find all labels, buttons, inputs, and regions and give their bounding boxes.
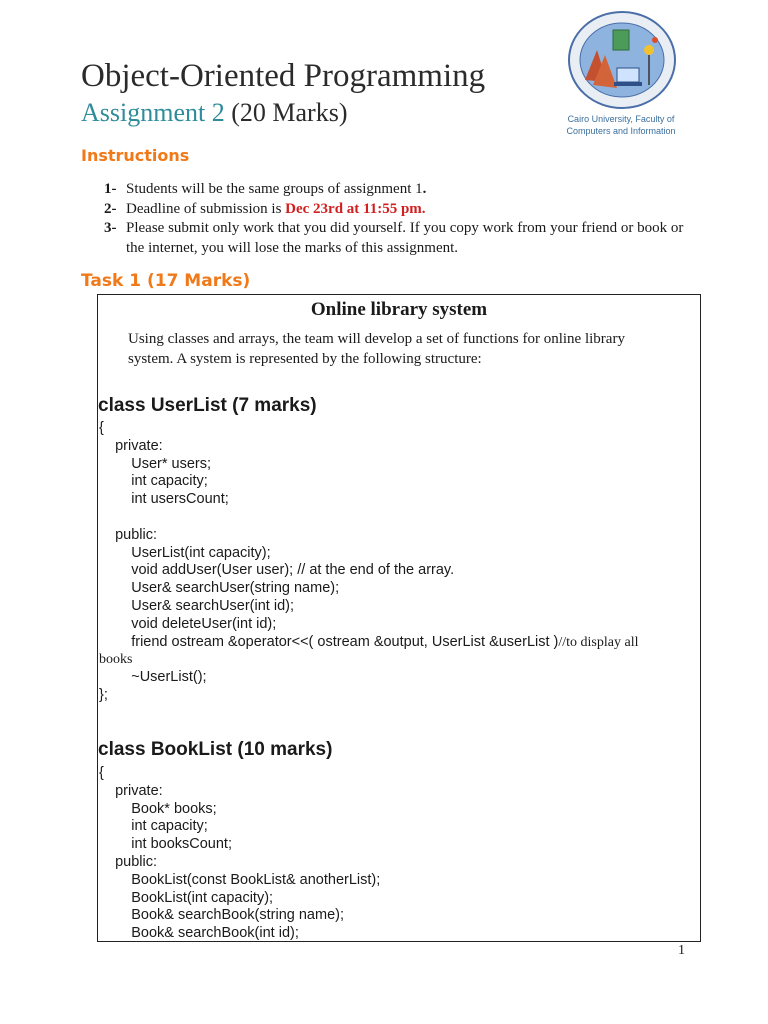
code-line: { bbox=[99, 420, 104, 436]
item-text-main: Deadline of submission is bbox=[126, 200, 286, 217]
assignment-marks: (20 Marks) bbox=[231, 98, 348, 127]
item-number: 1- bbox=[104, 181, 117, 197]
code-line: User& searchUser(int id); bbox=[99, 597, 294, 614]
item-number: 3- bbox=[104, 220, 117, 236]
item-period: . bbox=[422, 181, 427, 197]
code-line: int usersCount; bbox=[99, 491, 229, 508]
code-line: ~UserList(); bbox=[99, 669, 207, 686]
list-item bbox=[104, 200, 704, 220]
booklist-code bbox=[99, 765, 380, 942]
instructions-heading: Instructions bbox=[81, 146, 190, 165]
code-line: void deleteUser(int id); bbox=[99, 615, 277, 632]
list-item bbox=[104, 180, 704, 200]
booklist-heading: class BookList (10 marks) bbox=[98, 739, 333, 760]
code-line: private: bbox=[99, 782, 163, 799]
code-line: private: bbox=[99, 437, 163, 454]
item-text bbox=[126, 200, 704, 220]
code-line: }; bbox=[99, 686, 108, 703]
code-line: Book& searchBook(string name); bbox=[99, 907, 344, 924]
box-intro: Using classes and arrays, the team will develop a set of functions for online library system. A system is represented by the following structure: bbox=[128, 331, 625, 367]
code-line: public: bbox=[99, 853, 158, 870]
university-seal-icon bbox=[567, 10, 677, 110]
university-logo bbox=[567, 10, 677, 110]
list-item bbox=[104, 219, 704, 258]
code-line: UserList(int capacity); bbox=[99, 544, 271, 561]
friend-declaration: friend ostream &operator<<( ostream &output, UserList &userList ) bbox=[99, 633, 559, 650]
logo-caption-line1: Cairo University, Faculty of bbox=[567, 114, 675, 124]
code-line: { bbox=[99, 765, 104, 781]
code-line: public: bbox=[99, 526, 158, 543]
userlist-heading: class UserList (7 marks) bbox=[98, 395, 317, 416]
code-line: void addUser(User user); // at the end of the array. bbox=[99, 562, 455, 579]
document-title: Object-Oriented Programming bbox=[81, 58, 486, 94]
code-line: User& searchUser(string name); bbox=[99, 580, 340, 597]
task-heading: Task 1 (17 Marks) bbox=[81, 271, 251, 291]
logo-caption bbox=[560, 113, 682, 137]
code-line: Book* books; bbox=[99, 800, 217, 817]
assignment-subtitle bbox=[81, 98, 348, 128]
code-line: BookList(int capacity); bbox=[99, 889, 274, 906]
code-line bbox=[99, 634, 638, 650]
deadline-highlight: Dec 23rd at 11:55 pm. bbox=[285, 200, 426, 217]
code-line: User* users; bbox=[99, 455, 211, 472]
code-line: int booksCount; bbox=[99, 836, 232, 853]
item-text: Please submit only work that you did yourself. If you copy work from your friend or book or the internet, you will lose the marks of this assignment. bbox=[126, 220, 684, 256]
box-title: Online library system bbox=[310, 299, 488, 320]
code-line-wrap: books bbox=[99, 652, 133, 668]
page-number: 1 bbox=[678, 943, 685, 958]
instructions-list bbox=[104, 180, 704, 258]
logo-caption-line2: Computers and Information bbox=[566, 126, 676, 136]
item-number: 2- bbox=[104, 200, 117, 217]
code-line: Book& searchBook(int id); bbox=[99, 925, 299, 942]
item-text-main: Students will be the same groups of assignment 1 bbox=[126, 181, 423, 197]
code-line: BookList(const BookList& anotherList); bbox=[99, 871, 381, 888]
userlist-code bbox=[99, 420, 638, 705]
assignment-label: Assignment 2 bbox=[81, 98, 225, 127]
item-text bbox=[126, 180, 704, 200]
code-line: int capacity; bbox=[99, 818, 208, 835]
friend-comment: //to display all bbox=[558, 634, 639, 650]
task-box bbox=[97, 294, 701, 942]
code-line: int capacity; bbox=[99, 473, 208, 490]
